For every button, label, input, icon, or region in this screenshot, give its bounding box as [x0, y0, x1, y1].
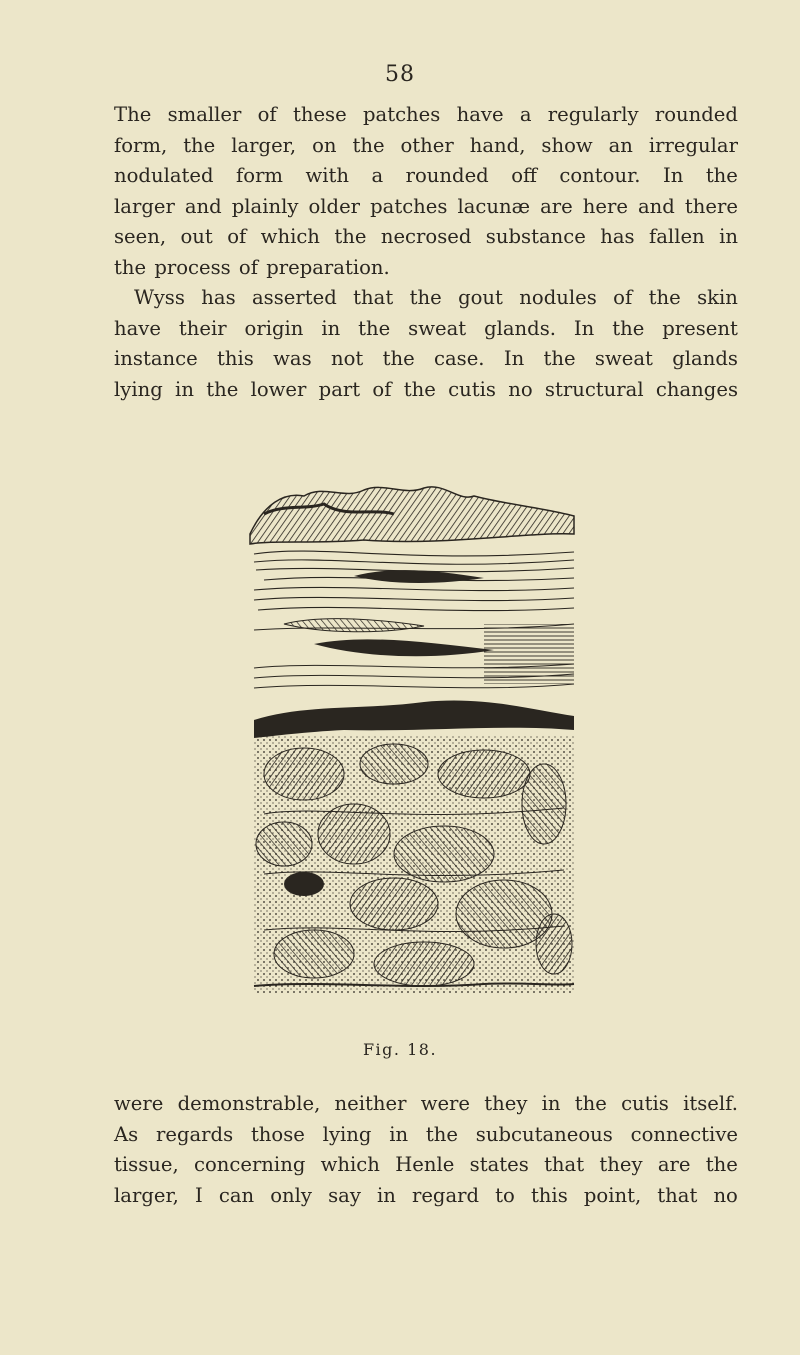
- word: point,: [583, 1183, 642, 1207]
- word: lower: [250, 377, 307, 401]
- word: in: [175, 377, 194, 401]
- word: In: [573, 316, 595, 340]
- word: which: [260, 225, 320, 248]
- word: substance: [485, 225, 586, 248]
- word: of: [372, 377, 392, 401]
- word: fallen: [649, 225, 705, 248]
- word: Wyss: [134, 286, 185, 309]
- word: the: [183, 133, 216, 157]
- word: neither: [334, 1092, 407, 1115]
- word: has: [201, 286, 236, 309]
- word: show: [541, 133, 593, 157]
- text-line: [114, 1089, 738, 1120]
- word: regularly: [547, 103, 639, 126]
- text-line: [114, 222, 738, 253]
- word: an: [608, 133, 633, 157]
- word: origin: [244, 316, 304, 340]
- word: connective: [630, 1122, 738, 1146]
- word: which: [320, 1153, 380, 1176]
- word: have: [114, 316, 161, 340]
- text-line: [114, 283, 738, 314]
- word: here: [582, 194, 628, 218]
- word: regards: [156, 1122, 234, 1146]
- word: plainly: [231, 194, 299, 218]
- text-line: [114, 253, 738, 284]
- word: there: [684, 194, 738, 218]
- word: changes: [655, 377, 738, 401]
- text-line: [114, 314, 738, 345]
- word: a: [371, 164, 384, 187]
- text-line: [114, 1150, 738, 1181]
- word: their: [178, 316, 227, 340]
- word: the: [574, 1092, 607, 1115]
- word: contour.: [559, 164, 641, 187]
- word: lacunæ: [457, 194, 531, 218]
- text-line: [114, 192, 738, 223]
- word: in: [541, 1092, 561, 1115]
- word: are: [657, 1153, 691, 1176]
- word: of: [227, 225, 247, 248]
- word: nodulated: [114, 164, 214, 187]
- word: on: [312, 133, 337, 157]
- word: they: [484, 1092, 528, 1115]
- word: were: [420, 1092, 471, 1115]
- figure-caption: Fig. 18.: [362, 1040, 438, 1059]
- word: the: [543, 347, 576, 370]
- word: the: [409, 286, 442, 309]
- word: those: [250, 1122, 305, 1146]
- word: itself.: [683, 1092, 738, 1115]
- word: sweat: [594, 347, 653, 370]
- word: the: [334, 225, 367, 248]
- word: instance: [114, 347, 198, 370]
- word: cutis: [448, 377, 496, 401]
- word: larger,: [114, 1183, 179, 1207]
- word: off: [511, 164, 537, 187]
- word: that: [353, 286, 394, 309]
- word: were: [114, 1092, 164, 1115]
- word: rounded: [405, 164, 489, 187]
- word: demonstrable,: [177, 1092, 321, 1115]
- word: larger: [114, 194, 175, 218]
- word: the: [382, 347, 415, 370]
- word: part: [318, 377, 361, 401]
- text-line: [114, 131, 738, 162]
- word: they: [599, 1153, 643, 1176]
- word: the: [114, 255, 147, 279]
- word: that: [544, 1153, 585, 1176]
- word: sweat: [408, 316, 467, 340]
- text-line: [114, 1181, 738, 1212]
- word: only: [270, 1183, 312, 1207]
- word: states: [469, 1153, 529, 1176]
- body-text-top: [114, 100, 738, 405]
- text-line: [114, 161, 738, 192]
- word: irregular: [648, 133, 738, 157]
- word: in: [321, 316, 341, 340]
- word: of: [613, 286, 633, 309]
- word: present: [662, 316, 738, 340]
- word: this: [530, 1183, 568, 1207]
- word: can: [218, 1183, 255, 1207]
- word: In: [662, 164, 684, 187]
- word: structural: [544, 377, 644, 401]
- word: regard: [411, 1183, 480, 1207]
- word: other: [400, 133, 454, 157]
- word: and: [637, 194, 675, 218]
- word: not: [330, 347, 364, 370]
- word: gout: [458, 286, 503, 309]
- word: patches: [362, 103, 441, 126]
- word: lying: [114, 377, 163, 401]
- word: form,: [114, 133, 168, 157]
- word: lying: [322, 1122, 372, 1146]
- word: the: [612, 316, 645, 340]
- word: the: [648, 286, 681, 309]
- word: concerning: [193, 1153, 306, 1176]
- word: rounded: [654, 103, 738, 126]
- word: no: [713, 1183, 738, 1207]
- word: out: [180, 225, 213, 248]
- word: form: [236, 164, 284, 187]
- text-line: [114, 1120, 738, 1151]
- word: a: [519, 103, 532, 126]
- word: glands: [672, 347, 738, 370]
- text-line: [114, 100, 738, 131]
- word: no: [508, 377, 533, 401]
- word: older: [308, 194, 361, 218]
- word: was: [273, 347, 312, 370]
- word: that: [657, 1183, 698, 1207]
- word: cutis: [621, 1092, 669, 1115]
- word: As: [114, 1122, 139, 1146]
- word: in: [389, 1122, 409, 1146]
- skin-section-illustration: [244, 474, 580, 1004]
- word: of: [238, 255, 258, 279]
- text-line: [114, 375, 738, 406]
- word: the: [403, 377, 436, 401]
- word: necrosed: [380, 225, 472, 248]
- histology-figure: [244, 474, 580, 1004]
- word: in: [376, 1183, 396, 1207]
- word: the: [705, 1153, 738, 1176]
- word: tissue,: [114, 1153, 179, 1176]
- word: seen,: [114, 225, 167, 248]
- word: to: [495, 1183, 515, 1207]
- word: glands.: [484, 316, 556, 340]
- word: of: [257, 103, 277, 126]
- word: asserted: [252, 286, 337, 309]
- word: in: [719, 225, 738, 248]
- body-text-bottom: [114, 1089, 738, 1211]
- word: the: [425, 1122, 458, 1146]
- word: hand,: [469, 133, 526, 157]
- word: these: [292, 103, 347, 126]
- word: process: [154, 255, 231, 279]
- word: with: [305, 164, 350, 187]
- word: this: [217, 347, 254, 370]
- word: subcutaneous: [475, 1122, 613, 1146]
- word: I: [195, 1183, 203, 1207]
- word: nodules: [519, 286, 597, 309]
- word: The: [114, 103, 152, 126]
- page-number: 58: [385, 62, 415, 87]
- word: are: [540, 194, 573, 218]
- word: preparation.: [266, 255, 390, 279]
- text-line: [114, 344, 738, 375]
- word: the: [352, 133, 385, 157]
- word: smaller: [167, 103, 242, 126]
- word: patches: [370, 194, 448, 218]
- word: the: [358, 316, 391, 340]
- word: and: [184, 194, 222, 218]
- word: the: [705, 164, 738, 187]
- word: skin: [697, 286, 738, 309]
- word: case.: [433, 347, 485, 370]
- word: Henle: [395, 1153, 455, 1176]
- word: In: [503, 347, 525, 370]
- word: larger,: [231, 133, 297, 157]
- word: the: [206, 377, 239, 401]
- word: say: [328, 1183, 361, 1207]
- word: have: [456, 103, 504, 126]
- word: has: [600, 225, 635, 248]
